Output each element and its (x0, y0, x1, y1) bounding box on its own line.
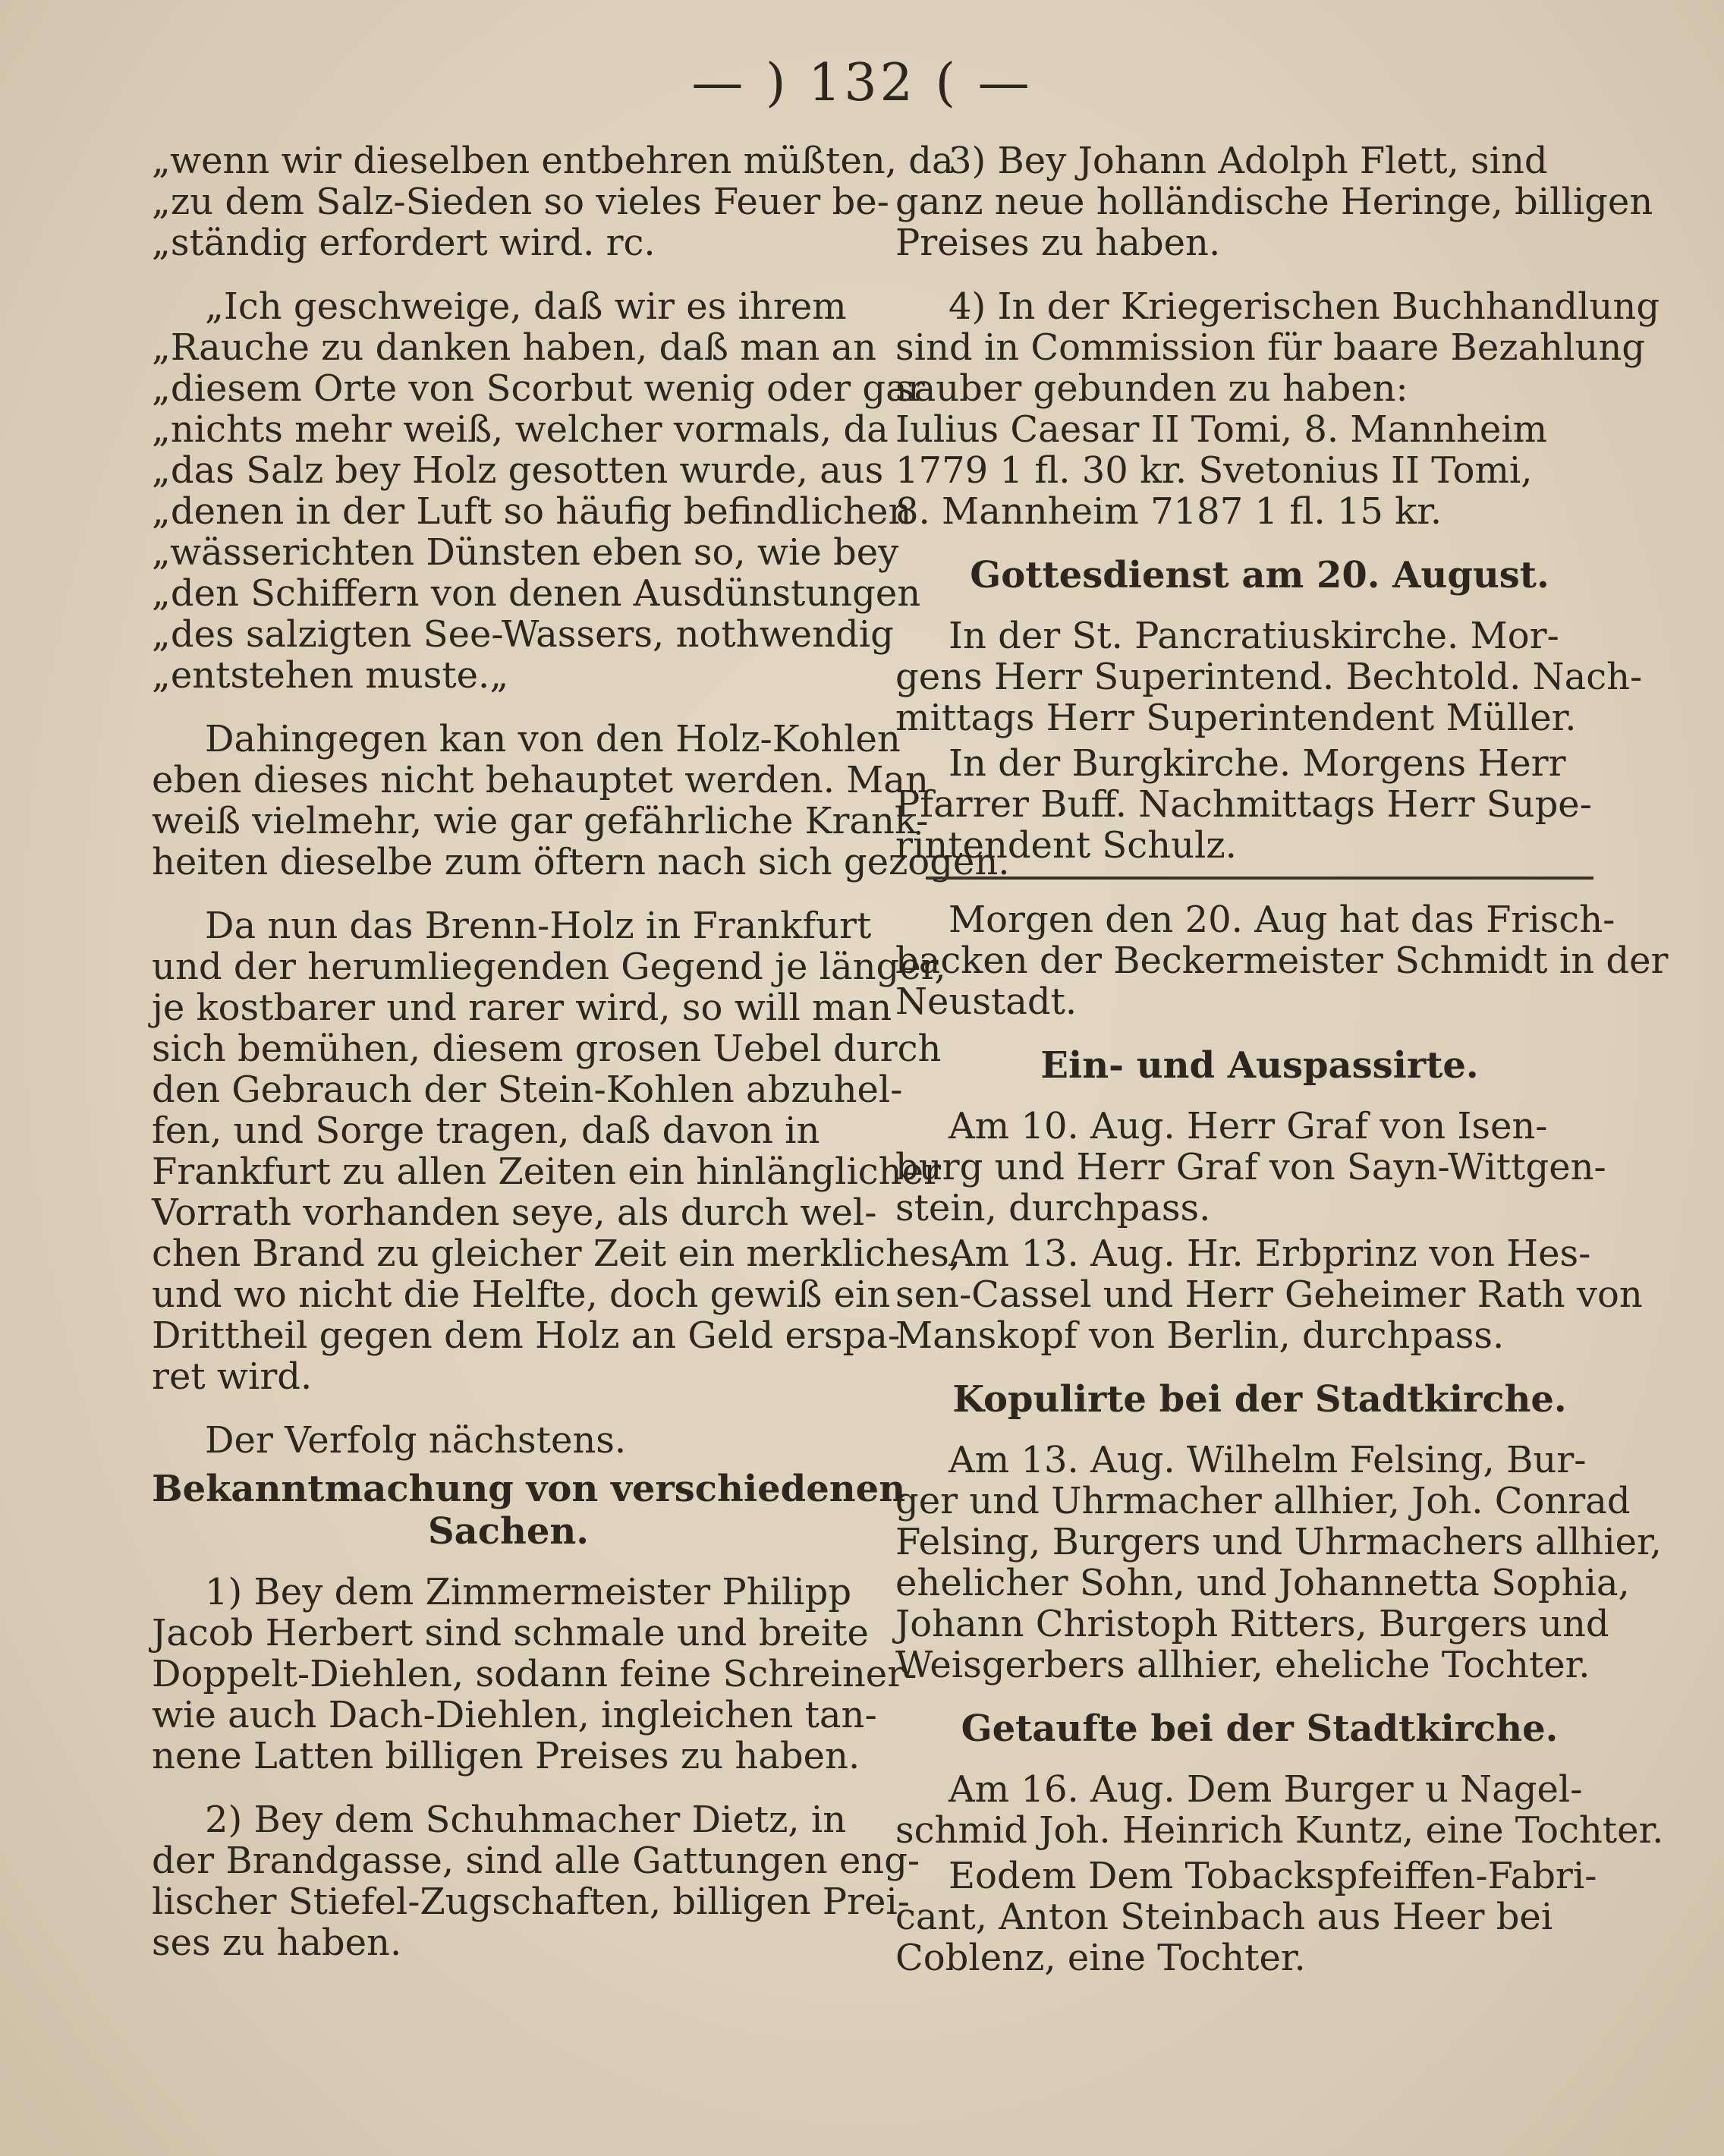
text-line: „des salzigten See-Wassers, nothwendig (152, 613, 894, 656)
worship-heading (895, 555, 1624, 597)
right-column (895, 140, 1669, 2001)
text-line: Iulius Caesar II Tomi, 8. Mannheim (895, 408, 1548, 451)
text-line: rintendent Schulz. (895, 824, 1237, 867)
text-line: stein, durchpass. (895, 1187, 1211, 1229)
text-line: Eodem Dem Tobackspfeiffen-Fabri- (949, 1855, 1597, 1897)
announcements-heading (152, 1468, 906, 1553)
text-line: wie auch Dach-Diehlen, ingleichen tan- (152, 1694, 877, 1736)
text-line: Manskopf von Berlin, durchpass. (895, 1314, 1505, 1357)
text-line: „denen in der Luft so häufig befindlichen (152, 490, 912, 533)
heading-line: Bekanntmachung von verschiedenen (152, 1468, 906, 1510)
text-line: Neustadt. (895, 980, 1078, 1023)
text-line: „diesem Orte von Scorbut wenig oder gar (152, 367, 925, 410)
worship-paragraph (895, 743, 1624, 866)
text-line: gens Herr Superintend. Bechtold. Nach- (895, 656, 1643, 698)
text-line: ganz neue holländische Heringe, billigen (895, 181, 1653, 223)
text-line: ger und Uhrmacher allhier, Joh. Conrad (895, 1480, 1631, 1522)
text-line: und der herumliegenden Gegend je länger, (152, 946, 946, 988)
heading-line: Gottesdienst am 20. August. (970, 554, 1549, 596)
text-line: Am 16. Aug. Dem Burger u Nagel- (949, 1768, 1583, 1811)
text-line: Weisgerbers allhier, eheliche Tochter. (895, 1644, 1590, 1686)
article-paragraph (152, 718, 1010, 883)
baker-notice (895, 899, 1669, 1023)
announcement-item (895, 285, 1660, 533)
text-line: fen, und Sorge tragen, daß davon in (152, 1109, 820, 1152)
announcement-item (152, 1799, 920, 1964)
article-paragraph (152, 140, 954, 264)
text-line: „ständig erfordert wird. rc. (152, 222, 656, 264)
text-line: backen der Beckermeister Schmidt in der (895, 940, 1669, 982)
text-line: lischer Stiefel-Zugschaften, billigen Prei- (152, 1881, 910, 1923)
text-line: Preises zu haben. (895, 222, 1221, 264)
getaufte-paragraph (895, 1768, 1664, 1852)
text-line: Felsing, Burgers und Uhrmachers allhier, (895, 1521, 1662, 1563)
text-line: und wo nicht die Helfte, doch gewiß ein (152, 1273, 891, 1316)
text-line: eben dieses nicht behauptet werden. Man (152, 759, 929, 801)
text-line: „Ich geschweige, daß wir es ihrem (205, 285, 847, 328)
text-line: „entstehen muste.„ (152, 654, 509, 697)
passirte-paragraph (895, 1232, 1643, 1357)
text-line: 1779 1 fl. 30 kr. Svetonius II Tomi, (895, 449, 1533, 492)
text-line: Dahingegen kan von den Holz-Kohlen (205, 718, 901, 760)
text-line: sind in Commission für baare Bezahlung (895, 326, 1645, 369)
text-line: „Rauche zu danken haben, daß man an (152, 326, 877, 369)
text-line: „wässerichten Dünsten eben so, wie bey (152, 531, 899, 574)
heading-line: Getaufte bei der Stadtkirche. (961, 1707, 1559, 1750)
text-line: den Gebrauch der Stein-Kohlen abzuhel- (152, 1069, 903, 1111)
text-line: ehelicher Sohn, und Johannetta Sophia, (895, 1562, 1630, 1604)
text-line: Jacob Herbert sind schmale und breite (152, 1612, 869, 1654)
text-line: „zu dem Salz-Sieden so vieles Feuer be- (152, 181, 889, 223)
text-line: „das Salz bey Holz gesotten wurde, aus (152, 449, 884, 492)
text-line: Pfarrer Buff. Nachmittags Herr Supe- (895, 783, 1592, 826)
text-line: 4) In der Kriegerischen Buchhandlung (949, 285, 1660, 328)
text-line: „wenn wir dieselben entbehren müßten, da (152, 140, 954, 182)
text-line: Am 13. Aug. Hr. Erbprinz von Hes- (949, 1232, 1591, 1275)
page-number: — ) 132 ( — (691, 53, 1033, 113)
worship-paragraph (895, 615, 1643, 739)
text-line: Morgen den 20. Aug hat das Frisch- (949, 899, 1615, 941)
text-line: sich bemühen, diesem grosen Uebel durch (152, 1028, 942, 1070)
text-line: chen Brand zu gleicher Zeit ein merkliches, (152, 1232, 961, 1275)
text-line: Johann Christoph Ritters, Burgers und (895, 1603, 1609, 1645)
text-line: Drittheil gegen dem Holz an Geld erspa- (152, 1314, 901, 1357)
text-line: ret wird. (152, 1355, 313, 1398)
passirte-heading (895, 1045, 1624, 1087)
getaufte-paragraph (895, 1855, 1624, 1978)
text-line: Am 10. Aug. Herr Graf von Isen- (949, 1105, 1548, 1147)
text-line: weiß vielmehr, wie gar gefährliche Krank- (152, 800, 929, 842)
text-line: In der St. Pancratiuskirche. Mor- (949, 615, 1559, 657)
article-paragraph (152, 1420, 865, 1461)
text-line: sauber gebunden zu haben: (895, 367, 1408, 410)
text-line: nene Latten billigen Preises zu haben. (152, 1735, 860, 1777)
text-line: Der Verfolg nächstens. (205, 1419, 627, 1462)
kopulirte-heading (895, 1379, 1624, 1421)
getaufte-heading (895, 1708, 1624, 1751)
text-line: Vorrath vorhanden seye, als durch wel- (152, 1191, 877, 1234)
heading-line: Kopulirte bei der Stadtkirche. (952, 1378, 1567, 1421)
text-line: In der Burgkirche. Morgens Herr (949, 742, 1566, 785)
announcement-item (152, 1571, 917, 1777)
article-paragraph (152, 905, 961, 1398)
text-line: burg und Herr Graf von Sayn-Wittgen- (895, 1146, 1606, 1188)
text-line: 2) Bey dem Schuhmacher Dietz, in (205, 1799, 847, 1841)
kopulirte-paragraph (895, 1439, 1662, 1686)
passirte-paragraph (895, 1106, 1624, 1229)
text-line: heiten dieselbe zum öftern nach sich gezogen. (152, 841, 1010, 883)
text-line: ses zu haben. (152, 1922, 402, 1964)
text-line: Doppelt-Diehlen, sodann feine Schreiner- (152, 1653, 917, 1695)
article-paragraph (152, 285, 925, 697)
heading-line: Sachen. (427, 1510, 590, 1553)
text-line: cant, Anton Steinbach aus Heer bei (895, 1896, 1553, 1938)
text-line: mittags Herr Superintendent Müller. (895, 697, 1577, 739)
text-line: Da nun das Brenn-Holz in Frankfurt (205, 905, 872, 947)
text-line: Coblenz, eine Tochter. (895, 1937, 1306, 1979)
text-line: schmid Joh. Heinrich Kuntz, eine Tochter. (895, 1809, 1664, 1852)
text-line: Frankfurt zu allen Zeiten ein hinlänglicher (152, 1150, 941, 1193)
text-line: Am 13. Aug. Wilhelm Felsing, Bur- (949, 1439, 1587, 1481)
heading-line: Ein- und Auspassirte. (1040, 1044, 1479, 1087)
text-line: 1) Bey dem Zimmermeister Philipp (205, 1571, 852, 1613)
text-line: je kostbarer und rarer wird, so will man (152, 987, 892, 1029)
text-line: „nichts mehr weiß, welcher vormals, da (152, 408, 889, 451)
section-divider (926, 877, 1593, 880)
text-line: sen-Cassel und Herr Geheimer Rath von (895, 1273, 1643, 1316)
text-line: 8. Mannheim 7187 1 fl. 15 kr. (895, 490, 1442, 533)
text-line: „den Schiffern von denen Ausdünstungen (152, 572, 921, 615)
text-line: der Brandgasse, sind alle Gattungen eng- (152, 1840, 920, 1882)
text-line: 3) Bey Johann Adolph Flett, sind (949, 140, 1548, 182)
announcement-item (895, 140, 1653, 264)
